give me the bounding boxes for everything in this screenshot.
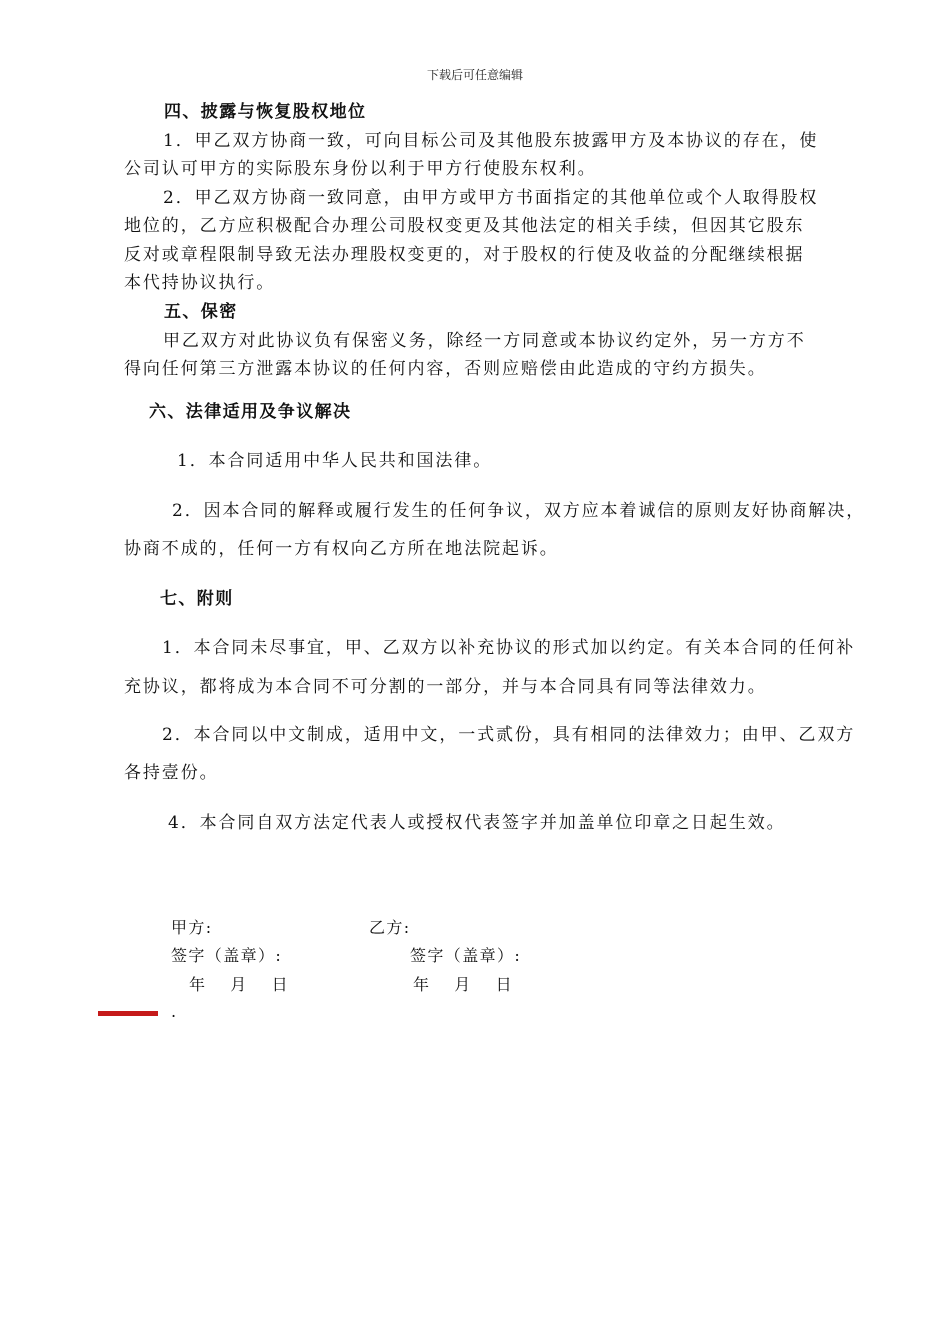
section-5-p1-line1: 甲乙双方对此协议负有保密义务，除经一方同意或本协议约定外，另一方方不 — [163, 331, 806, 351]
section-5-heading: 五、保密 — [164, 302, 238, 322]
section-4-p2-line2: 地位的，乙方应积极配合办理公司股权变更及其他法定的相关手续，但因其它股东 — [124, 216, 805, 236]
section-7-heading: 七、附则 — [160, 589, 234, 609]
section-6-p2-line2: 协商不成的，任何一方有权向乙方所在地法院起诉。 — [124, 539, 559, 559]
section-7-p2-line2: 各持壹份。 — [124, 763, 219, 783]
party-a-signature: 签字（盖章）: — [171, 946, 283, 965]
section-4-p2-line3: 反对或章程限制导致无法办理股权变更的，对于股权的行使及收益的分配继续根据 — [124, 245, 805, 265]
section-4-p2-line4: 本代持协议执行。 — [124, 273, 276, 293]
section-6-heading: 六、法律适用及争议解决 — [149, 402, 352, 422]
section-4-p1-line1: 1．甲乙双方协商一致，可向目标公司及其他股东披露甲方及本协议的存在，使 — [163, 131, 819, 151]
party-a-label: 甲方: — [171, 918, 213, 937]
footer-dot: . — [171, 1002, 177, 1021]
section-5-p1-line2: 得向任何第三方泄露本协议的任何内容，否则应赔偿由此造成的守约方损失。 — [124, 359, 767, 379]
section-7-p3: 4．本合同自双方法定代表人或授权代表签字并加盖单位印章之日起生效。 — [168, 813, 786, 833]
section-4-p2-line1: 2．甲乙双方协商一致同意，由甲方或甲方书面指定的其他单位或个人取得股权 — [163, 188, 819, 208]
red-divider-bar — [98, 1011, 158, 1016]
section-7-p2-line1: 2．本合同以中文制成，适用中文，一式贰份，具有相同的法律效力；由甲、乙双方 — [162, 725, 856, 745]
section-6-p1: 1．本合同适用中华人民共和国法律。 — [177, 451, 493, 471]
party-a-date: 年 月 日 — [189, 975, 289, 994]
section-4-p1-line2: 公司认可甲方的实际股东身份以利于甲方行使股东权利。 — [124, 159, 597, 179]
party-b-signature: 签字（盖章）: — [410, 946, 522, 965]
party-b-date: 年 月 日 — [413, 975, 513, 994]
header-note: 下载后可任意编辑 — [426, 68, 523, 82]
section-4-heading: 四、披露与恢复股权地位 — [164, 102, 367, 122]
party-b-label: 乙方: — [369, 918, 411, 937]
section-6-p2-line1: 2．因本合同的解释或履行发生的任何争议，双方应本着诚信的原则友好协商解决， — [172, 501, 866, 521]
section-7-p1-line2: 充协议，都将成为本合同不可分割的一部分，并与本合同具有同等法律效力。 — [124, 677, 767, 697]
section-7-p1-line1: 1．本合同未尽事宜，甲、乙双方以补充协议的形式加以约定。有关本合同的任何补 — [162, 638, 856, 658]
